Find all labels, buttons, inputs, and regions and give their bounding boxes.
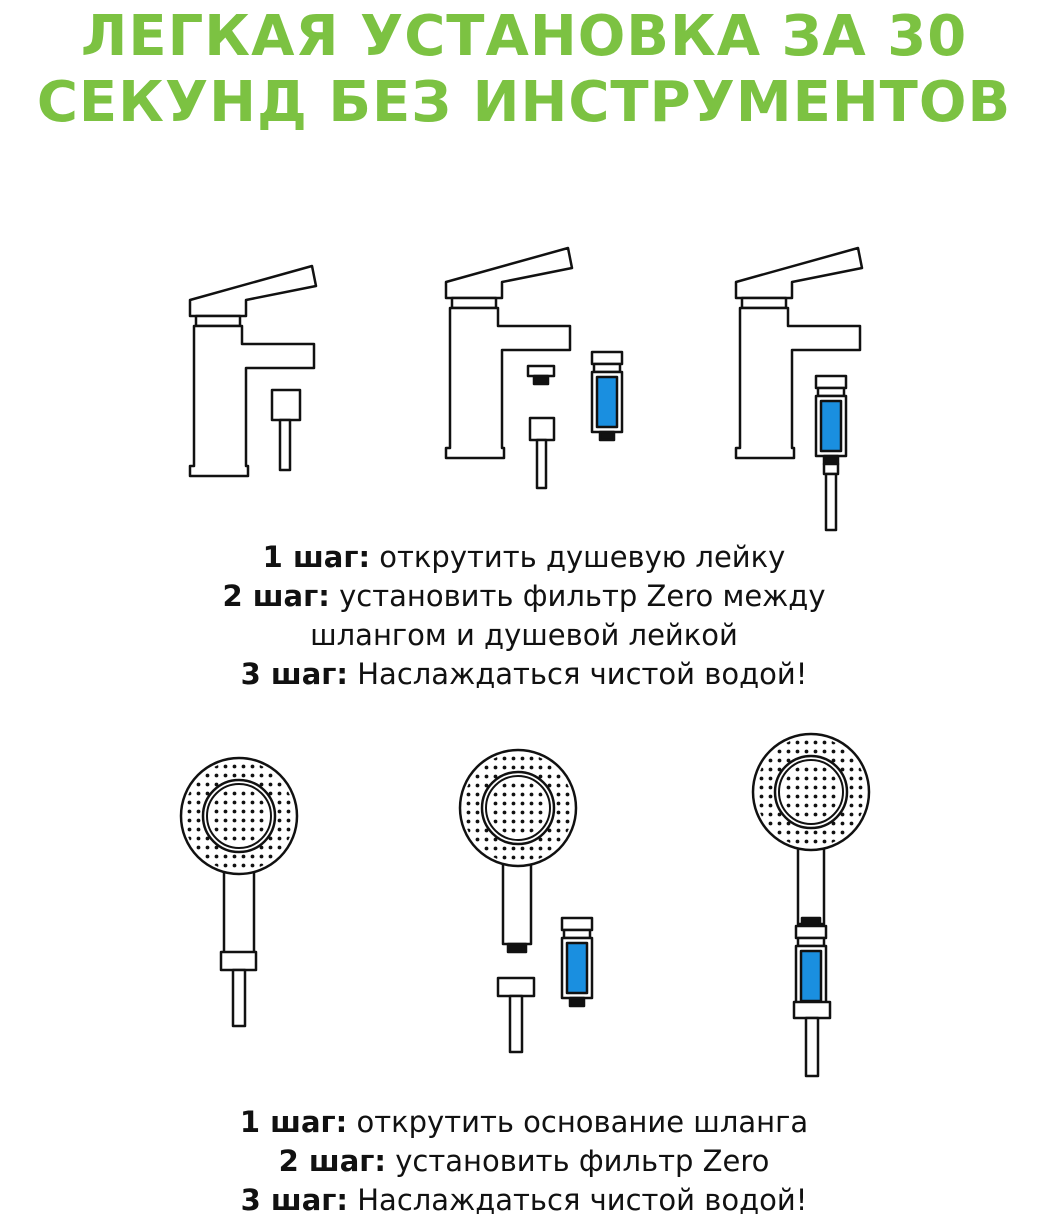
step-text: открутить основание шланга	[347, 1105, 809, 1139]
step-label: 1 шаг:	[239, 1105, 348, 1139]
shower-step1-illustration	[181, 758, 297, 1026]
faucet-step3-illustration	[736, 248, 862, 530]
faucet-filter-cartridge	[592, 352, 622, 440]
step-text: Наслаждаться чистой водой!	[348, 657, 808, 691]
shower-step-1	[0, 1103, 1048, 1142]
faucet-instructions	[0, 538, 1048, 694]
step-text: установить фильтр Zero	[386, 1144, 770, 1178]
title-line-2: СЕКУНД БЕЗ ИНСТРУМЕНТОВ	[36, 70, 1012, 135]
faucet-step-3	[0, 655, 1048, 694]
faucet-step-1	[0, 538, 1048, 577]
shower-filter-cartridge	[562, 918, 592, 1006]
shower-step-2	[0, 1142, 1048, 1181]
faucet-step2-illustration	[446, 248, 622, 488]
shower-step2-illustration	[460, 750, 592, 1052]
shower-instructions	[0, 1103, 1048, 1220]
step-label: 1 шаг:	[262, 540, 371, 574]
shower-step3-illustration	[753, 734, 869, 1076]
step-label: 2 шаг:	[278, 1144, 387, 1178]
shower-step-3	[0, 1181, 1048, 1220]
title-line-1: ЛЕГКАЯ УСТАНОВКА ЗА 30	[80, 4, 968, 69]
step-label: 3 шаг:	[240, 657, 349, 691]
faucet-step-2	[0, 577, 1048, 616]
step-label: 3 шаг:	[240, 1183, 349, 1217]
faucet-step1-illustration	[190, 266, 316, 476]
step-label: 2 шаг:	[222, 579, 330, 613]
step-text: Наслаждаться чистой водой!	[348, 1183, 808, 1217]
faucet-step-2-continued: шлангом и душевой лейкой	[310, 618, 738, 652]
step-text: открутить душевую лейку	[370, 540, 786, 574]
step-text: установить фильтр Zero между	[329, 579, 826, 613]
